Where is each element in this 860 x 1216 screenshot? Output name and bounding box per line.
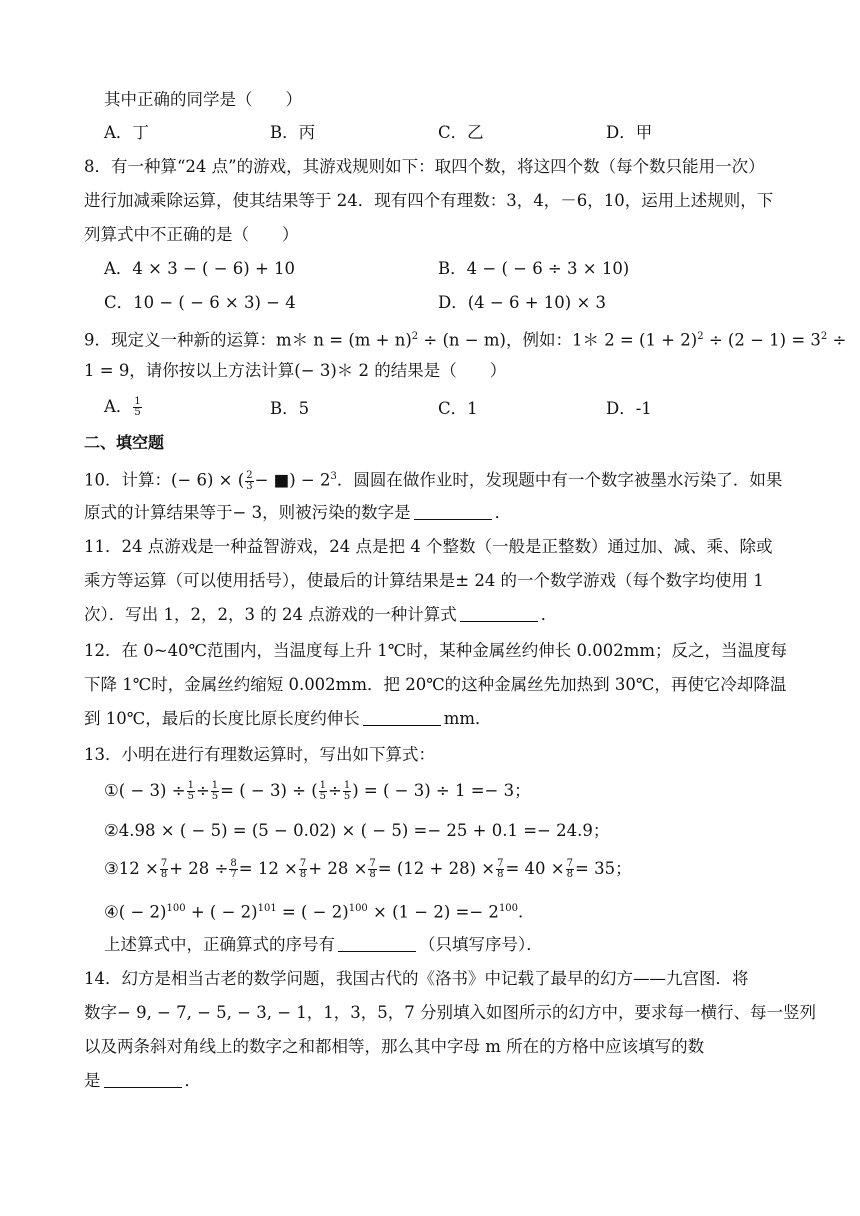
- q7-option-a: A．丁: [104, 123, 149, 142]
- q8-option-c: C．10 − ( − 6 × 3) − 4: [104, 293, 296, 312]
- q7-option-c: C．乙: [438, 123, 484, 142]
- q8-option-d: D．(4 − 6 + 10) × 3: [438, 293, 607, 312]
- q14-line2: 数字− 9, − 7, − 5, − 3, − 1，1，3，5，7 分别填入如图所示的幻方中，要求每一横行、每一竖列: [84, 1003, 817, 1022]
- answer-blank[interactable]: [104, 1071, 182, 1088]
- q13-intro: 13．小明在进行有理数运算时，写出如下算式：: [84, 745, 435, 764]
- q12-line2: 下降 1℃时，金属丝约缩短 0.002mm．把 20℃的这种金属丝先加热到 30℃，再使它冷却降温: [84, 675, 787, 694]
- q9-option-a: A． $\frac{1}{5}$: [104, 396, 141, 418]
- q9-line1: 9．现定义一种新的运算：m＊ $n = (m + n)^2 \div (n - m)$，例如：1＊ $2 = (1 + 2)^2 \div (2 - 1) = 3^2$ ÷: [84, 330, 847, 350]
- q8-option-b: B．4 − ( − 6 ÷ 3 × 10): [438, 259, 630, 278]
- q7-option-d: D．甲: [606, 123, 653, 142]
- q13-expr-1: ①( − 3) ÷ $\frac{1}{5}$ ÷ $\frac{1}{5}$ = ( − 3) ÷ ( $\frac{1}{5}$ ÷ $\frac{1}{5}$ ) = ( − 3) ÷ 1 =− 3；: [104, 780, 531, 802]
- q9-option-c: C．1: [438, 399, 478, 418]
- q10-line1: 10．计算：(− 6) × ( $\frac{2}{3}$ − ■) − $2^3$．圆圆在做作业时，发现题中有一个数字被墨水污染了．如果: [84, 469, 783, 492]
- q8-option-a: A．4 × 3 − ( − 6) + 10: [104, 259, 296, 278]
- q13-expr-3: ③12 × $\frac{7}{8}$ + 28 ÷ $\frac{8}{7}$ = 12 × $\frac{7}{8}$ + 28 × $\frac{7}{8}$ = (12 + 28) × $\frac{7}{8}$ = 40 × $\frac{7}{8}$ = 35；: [104, 858, 632, 880]
- answer-blank[interactable]: [460, 605, 538, 622]
- q8-line2: 进行加减乘除运算，使其结果等于 24．现有四个有理数：3，4，－6，10，运用上述规则，下: [84, 191, 774, 210]
- q12-line3: 到 10℃，最后的长度比原长度约伸长 mm．: [84, 709, 492, 728]
- q11-line2: 乘方等运算（可以使用括号），使最后的计算结果是± 24 的一个数学游戏（每个数字均使用 1: [84, 571, 764, 590]
- answer-blank[interactable]: [414, 503, 492, 520]
- q13-expr-2: ②4.98 × ( − 5) = (5 − 0.02) × ( − 5) =− 25 + 0.1 =− 24.9；: [104, 821, 610, 840]
- answer-blank[interactable]: [363, 709, 441, 726]
- q7-stem: 其中正确的同学是（ ）: [104, 90, 302, 109]
- q9-option-d: D．-1: [606, 399, 652, 418]
- q13-expr-4: ④( − 2)$^{100}$ + ( − 2)$^{101}$ = ( − $2)^{100} \times (1 - 2) =- 2^{100}$.: [104, 902, 524, 922]
- q9-line2: 1 = 9，请你按以上方法计算(− 3)＊ 2 的结果是（ ）: [84, 361, 507, 380]
- q14-line4: 是 ．: [84, 1071, 201, 1090]
- q14-line3: 以及两条斜对角线上的数字之和都相等，那么其中字母 m 所在的方格中应该填写的数: [84, 1037, 705, 1056]
- q9-option-b: B．5: [270, 399, 310, 418]
- q8-line1: 8．有一种算“24 点”的游戏，其游戏规则如下：取四个数，将这四个数（每个数只能用一次）: [84, 157, 765, 176]
- q7-option-b: B．丙: [270, 123, 316, 142]
- q13-tail: 上述算式中，正确算式的序号有 （只填写序号）．: [104, 935, 543, 954]
- q10-line2: 原式的计算结果等于− 3，则被污染的数字是 ．: [84, 503, 512, 522]
- q8-line3: 列算式中不正确的是（ ）: [84, 225, 299, 244]
- section-title: 二、填空题: [84, 433, 165, 452]
- q11-line3: 次）．写出 1，2，2，3 的 24 点游戏的一种计算式 ．: [84, 605, 558, 624]
- q14-line1: 14．幻方是相当古老的数学问题，我国古代的《洛书》中记载了最早的幻方——九宫图．将: [84, 969, 749, 988]
- q11-line1: 11．24 点游戏是一种益智游戏，24 点是把 4 个整数（一般是正整数）通过加、减、乘、除或: [84, 537, 773, 556]
- q12-line1: 12．在 0~40℃范围内，当温度每上升 1℃时，某种金属丝约伸长 0.002mm；反之，当温度每: [84, 641, 787, 660]
- answer-blank[interactable]: [338, 935, 416, 952]
